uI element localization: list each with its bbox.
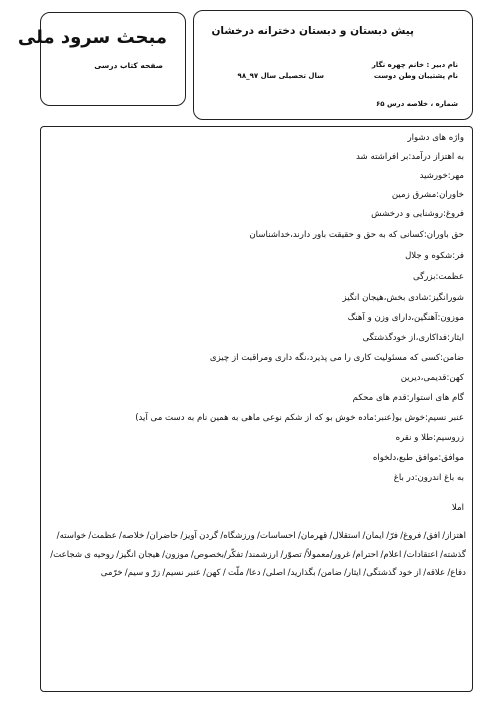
vocab-item: زروسیم:طلا و نقره xyxy=(395,433,464,443)
subject-subtitle: صفحه کتاب درسی xyxy=(94,61,163,70)
subject-title: مبحث سرود ملی xyxy=(17,27,167,48)
vocab-item: ضامن:کسی که مسئولیت کاری را می پذیرد،نگه داری ومراقبت از چیزی xyxy=(209,353,464,363)
vocab-item: به اهتزاز درآمد:بر افراشته شد xyxy=(356,152,464,162)
sponsor-line: نام پشتیبان وطن دوست xyxy=(373,72,458,80)
vocab-item: مهر:خورشید xyxy=(419,171,464,181)
school-name: پیش دبستان و دبستان دخترانه درخشان xyxy=(211,25,414,37)
vocab-item: موافق:موافق طبع،دلخواه xyxy=(372,453,464,463)
vocab-item: کهن:قدیمی،دیرین xyxy=(400,373,464,383)
vocab-item: حق باوران:کسانی که به حق و حقیقت باور دارند،خداشناسان xyxy=(249,230,464,240)
spelling-heading: املا xyxy=(451,503,464,513)
vocab-item: عظمت:بزرگی xyxy=(412,272,464,282)
school-year: سال تحصیلی سال ۹۷_۹۸ xyxy=(237,72,324,80)
vocab-item: شورانگیز:شادی بخش،هیجان انگیز xyxy=(342,293,464,303)
school-header-box xyxy=(193,10,473,120)
vocab-item: ایثار:فداکاری،از خودگذشتگی xyxy=(362,333,464,343)
vocab-item: موزون:آهنگین،دارای وزن و آهنگ xyxy=(347,313,464,323)
summary-number-line: شماره ، خلاصه درس ۶۵ xyxy=(376,100,458,108)
vocab-item: فروغ:روشنایی و درخشش xyxy=(371,209,464,219)
teacher-line: نام دبیر : خانم چهره نگار xyxy=(371,61,458,69)
vocab-item: به باغ اندرون:در باغ xyxy=(393,473,464,483)
vocab-item: گام های استوار:قدم های محکم xyxy=(352,393,464,403)
vocab-item: فر:شکوه و جلال xyxy=(405,251,464,261)
spelling-words: اهتزاز/ افق/ فروغ/ فرّ/ ایمان/ استقلال/ قهرمان/ احساسات/ ورزشگاه/ گردن آویز/ حاضران/ خلاصه/ عظمت/ خواسته/ گذشته/ اعتقادات/ اعلام/ احترام/ غرور/معمولاً/ تصوّر/ ارزشمند/ تفکّر/بخصوص/ موزون/ هیجان انگیز/ روحیه ی شجاعت/ دفاع/ علاقه/ از خود گذشتگی/ ایثار/ ضامن/ بگذارید/ اصلی/ دعا/ ملّت / کهن/ عنبر نسیم/ زرّ و سیم/ خرّمی xyxy=(50,531,466,578)
vocab-item: خاوران:مشرق زمین xyxy=(391,190,464,200)
content-box xyxy=(40,126,473,692)
vocabulary-heading: واژه های دشوار xyxy=(407,133,464,143)
subject-header-box xyxy=(17,12,186,106)
vocab-item: عنبر نسیم:خوش بو(عنبر:ماده خوش بو که از شکم نوعی ماهی به همین نام به دست می آید) xyxy=(135,413,464,423)
